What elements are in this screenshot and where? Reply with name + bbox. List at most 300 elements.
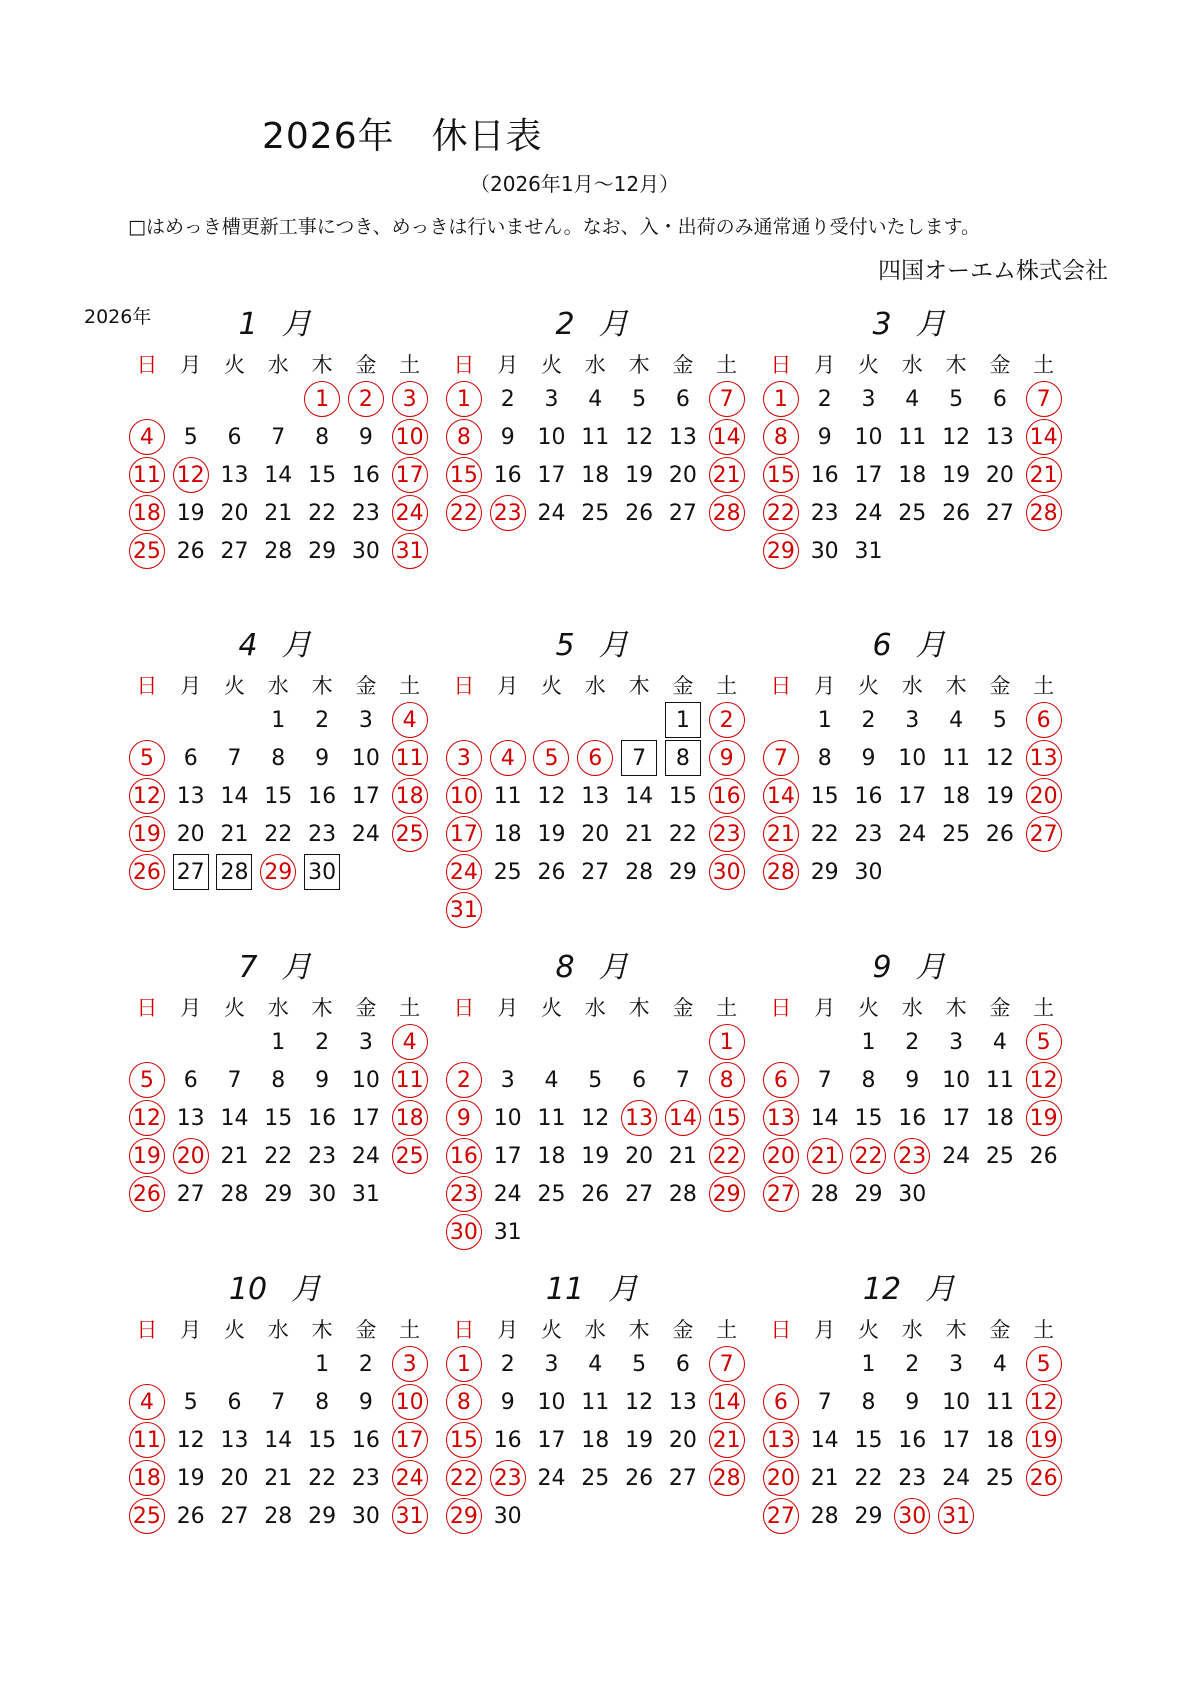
day-cell: 25: [942, 821, 971, 847]
day-cell: 20: [220, 500, 249, 526]
week-row: [442, 1459, 749, 1497]
weekday-label: 日: [770, 674, 792, 698]
day-cell: 23: [351, 1465, 380, 1491]
day-cell: 2: [817, 386, 832, 412]
day-cell: 10: [537, 1389, 566, 1415]
maintenance-day: 8: [661, 739, 705, 777]
week-row: [759, 1345, 1066, 1383]
holiday-day: 5: [1022, 1023, 1066, 1061]
holiday-day: 22: [759, 494, 803, 532]
holiday-day: 30: [890, 1497, 934, 1535]
period-subtitle: （2026年1月～12月）: [470, 172, 680, 196]
empty-cell: [705, 1213, 749, 1251]
month-number: 12: [862, 1272, 902, 1307]
empty-cell: [1022, 1497, 1066, 1535]
day-cell: 28: [220, 1181, 249, 1207]
day-cell: 7: [271, 1389, 286, 1415]
day-cell: 14: [264, 462, 293, 488]
week-row: [125, 815, 432, 853]
day-cell: 10: [942, 1067, 971, 1093]
day-cell: 22: [308, 500, 337, 526]
day-cell: 24: [537, 500, 566, 526]
month-number: 2: [555, 307, 575, 342]
day-cell: 6: [227, 424, 242, 450]
week-row: [759, 701, 1066, 739]
weekday-label: 日: [770, 1318, 792, 1342]
empty-cell: [169, 1345, 213, 1383]
week-row: [125, 1383, 432, 1421]
empty-cell: [705, 891, 749, 929]
day-cell: 20: [625, 1143, 654, 1169]
day-cell: 27: [581, 859, 610, 885]
holiday-day: 2: [344, 380, 388, 418]
holiday-day: 26: [1022, 1459, 1066, 1497]
weekday-label: 月: [814, 1318, 836, 1342]
holiday-day: 30: [442, 1213, 486, 1251]
day-cell: 17: [351, 1105, 380, 1131]
day-cell: 26: [176, 538, 205, 564]
empty-cell: [617, 701, 661, 739]
week-row: [759, 456, 1066, 494]
holiday-day: 30: [705, 853, 749, 891]
weekday-label: 火: [857, 1318, 879, 1342]
week-row: [442, 777, 749, 815]
day-cell: 10: [854, 424, 883, 450]
day-cell: 16: [854, 783, 883, 809]
day-cell: 11: [581, 424, 610, 450]
empty-cell: [125, 1023, 169, 1061]
day-cell: 22: [854, 1465, 883, 1491]
week-row: [442, 853, 749, 891]
holiday-day: 23: [486, 1459, 530, 1497]
weekday-label: 月: [180, 353, 202, 377]
weekday-label: 土: [399, 1318, 421, 1342]
week-row: [442, 1023, 749, 1061]
week-row: [125, 1497, 432, 1535]
holiday-day: 15: [442, 456, 486, 494]
day-cell: 10: [493, 1105, 522, 1131]
day-cell: 26: [1029, 1143, 1058, 1169]
day-cell: 3: [358, 1029, 373, 1055]
holiday-day: 1: [759, 380, 803, 418]
day-cell: 11: [537, 1105, 566, 1131]
day-cell: 6: [183, 1067, 198, 1093]
week-row: [442, 815, 749, 853]
holiday-day: 22: [705, 1137, 749, 1175]
day-cell: 7: [227, 745, 242, 771]
day-cell: 9: [905, 1389, 920, 1415]
day-cell: 13: [176, 1105, 205, 1131]
week-row: [442, 380, 749, 418]
maintenance-day: 27: [169, 853, 213, 891]
day-cell: 26: [625, 500, 654, 526]
day-cell: 24: [351, 821, 380, 847]
weekday-label: 月: [814, 674, 836, 698]
day-cell: 11: [985, 1067, 1014, 1093]
weekday-label: 日: [136, 996, 158, 1020]
month-number: 6: [872, 628, 892, 663]
day-cell: 11: [942, 745, 971, 771]
week-row: [125, 494, 432, 532]
day-cell: 14: [625, 783, 654, 809]
day-cell: 21: [625, 821, 654, 847]
empty-cell: [213, 701, 257, 739]
day-cell: 25: [581, 1465, 610, 1491]
holiday-day: 15: [759, 456, 803, 494]
day-cell: 18: [581, 1427, 610, 1453]
day-cell: 27: [668, 1465, 697, 1491]
holiday-day: 7: [705, 380, 749, 418]
holiday-day: 24: [388, 494, 432, 532]
week-row: [442, 1061, 749, 1099]
day-cell: 14: [810, 1105, 839, 1131]
holiday-day: 10: [388, 1383, 432, 1421]
holiday-day: 20: [759, 1137, 803, 1175]
day-cell: 7: [817, 1067, 832, 1093]
holiday-day: 1: [442, 1345, 486, 1383]
day-cell: 15: [854, 1105, 883, 1131]
weekday-label: 土: [1033, 1318, 1055, 1342]
weekday-label: 水: [267, 353, 289, 377]
week-row: [442, 1213, 749, 1251]
holiday-day: 14: [705, 1383, 749, 1421]
month-title: [125, 626, 425, 666]
holiday-day: 25: [125, 1497, 169, 1535]
month-suffix: 月: [291, 1272, 322, 1307]
holiday-day: 5: [530, 739, 574, 777]
day-cell: 3: [544, 1351, 559, 1377]
day-cell: 21: [810, 1465, 839, 1491]
empty-cell: [213, 1023, 257, 1061]
empty-cell: [890, 532, 934, 570]
empty-cell: [256, 1345, 300, 1383]
day-cell: 22: [668, 821, 697, 847]
day-cell: 17: [942, 1427, 971, 1453]
day-cell: 13: [668, 424, 697, 450]
holiday-day: 11: [125, 1421, 169, 1459]
day-cell: 9: [315, 745, 330, 771]
month-suffix: 月: [598, 950, 629, 985]
day-cell: 23: [351, 500, 380, 526]
month-number: 1: [238, 307, 258, 342]
month-title: [759, 1270, 1059, 1310]
day-cell: 5: [632, 386, 647, 412]
day-cell: 6: [227, 1389, 242, 1415]
month-suffix: 月: [915, 307, 946, 342]
holiday-day: 17: [388, 456, 432, 494]
holiday-day: 4: [388, 1023, 432, 1061]
day-cell: 9: [358, 1389, 373, 1415]
holiday-day: 18: [125, 494, 169, 532]
week-row: [125, 532, 432, 570]
empty-cell: [256, 380, 300, 418]
weekday-label: 土: [1033, 353, 1055, 377]
day-cell: 12: [625, 1389, 654, 1415]
day-cell: 11: [898, 424, 927, 450]
day-cell: 4: [992, 1029, 1007, 1055]
weekday-label: 火: [540, 996, 562, 1020]
day-cell: 16: [810, 462, 839, 488]
empty-cell: [617, 1497, 661, 1535]
day-cell: 13: [581, 783, 610, 809]
day-cell: 3: [949, 1029, 964, 1055]
day-cell: 10: [942, 1389, 971, 1415]
day-cell: 27: [176, 1181, 205, 1207]
holiday-day: 18: [388, 1099, 432, 1137]
weekday-header: [759, 1310, 1066, 1348]
week-row: [442, 1421, 749, 1459]
weekday-label: 土: [716, 996, 738, 1020]
day-cell: 5: [183, 1389, 198, 1415]
week-row: [442, 418, 749, 456]
holiday-day: 19: [125, 815, 169, 853]
holiday-day: 19: [1022, 1099, 1066, 1137]
day-cell: 15: [264, 1105, 293, 1131]
day-cell: 14: [264, 1427, 293, 1453]
week-row: [125, 739, 432, 777]
weekday-label: 金: [989, 996, 1011, 1020]
week-row: [442, 1099, 749, 1137]
weekday-label: 木: [945, 1318, 967, 1342]
empty-cell: [573, 701, 617, 739]
holiday-day: 7: [1022, 380, 1066, 418]
empty-cell: [759, 701, 803, 739]
day-cell: 17: [898, 783, 927, 809]
day-cell: 28: [264, 538, 293, 564]
day-cell: 15: [810, 783, 839, 809]
holiday-day: 19: [125, 1137, 169, 1175]
year-label: 2026年: [84, 306, 152, 328]
empty-cell: [169, 380, 213, 418]
day-cell: 31: [351, 1181, 380, 1207]
day-cell: 15: [308, 1427, 337, 1453]
holiday-day: 21: [803, 1137, 847, 1175]
month-title: [442, 1270, 742, 1310]
week-row: [125, 1099, 432, 1137]
weekday-label: 水: [901, 353, 923, 377]
holiday-day: 9: [705, 739, 749, 777]
day-cell: 19: [176, 500, 205, 526]
day-cell: 16: [493, 1427, 522, 1453]
weekday-label: 土: [716, 674, 738, 698]
weekday-label: 水: [267, 1318, 289, 1342]
day-cell: 2: [861, 707, 876, 733]
day-cell: 6: [675, 1351, 690, 1377]
day-cell: 25: [581, 500, 610, 526]
empty-cell: [573, 1023, 617, 1061]
weekday-label: 金: [355, 996, 377, 1020]
week-row: [759, 1175, 1066, 1213]
holiday-day: 12: [125, 1099, 169, 1137]
weekday-label: 火: [857, 674, 879, 698]
weekday-header: [125, 345, 432, 383]
month-title: [125, 948, 425, 988]
week-row: [442, 1345, 749, 1383]
day-cell: 12: [176, 1427, 205, 1453]
holiday-day: 27: [759, 1497, 803, 1535]
holiday-day: 31: [934, 1497, 978, 1535]
empty-cell: [759, 1345, 803, 1383]
holiday-day: 4: [125, 418, 169, 456]
weekday-label: 水: [584, 996, 606, 1020]
day-cell: 7: [271, 424, 286, 450]
weekday-label: 金: [672, 996, 694, 1020]
holiday-day: 28: [705, 1459, 749, 1497]
weekday-label: 金: [989, 674, 1011, 698]
day-cell: 28: [668, 1181, 697, 1207]
day-cell: 24: [942, 1143, 971, 1169]
day-cell: 2: [315, 1029, 330, 1055]
day-cell: 9: [315, 1067, 330, 1093]
day-cell: 4: [544, 1067, 559, 1093]
weekday-label: 木: [628, 353, 650, 377]
day-cell: 24: [854, 500, 883, 526]
day-cell: 24: [351, 1143, 380, 1169]
weekday-header: [125, 1310, 432, 1348]
month-suffix: 月: [925, 1272, 956, 1307]
empty-cell: [573, 891, 617, 929]
day-cell: 28: [264, 1503, 293, 1529]
week-row: [759, 1383, 1066, 1421]
day-cell: 27: [220, 538, 249, 564]
day-cell: 31: [493, 1219, 522, 1245]
week-row: [125, 456, 432, 494]
empty-cell: [125, 380, 169, 418]
empty-cell: [530, 1023, 574, 1061]
week-row: [442, 1383, 749, 1421]
week-row: [759, 1497, 1066, 1535]
holiday-day: 3: [388, 380, 432, 418]
holiday-day: 11: [388, 739, 432, 777]
empty-cell: [803, 1023, 847, 1061]
holiday-day: 27: [759, 1175, 803, 1213]
holiday-day: 24: [388, 1459, 432, 1497]
weekday-header: [442, 345, 749, 383]
weekday-label: 日: [136, 674, 158, 698]
holiday-day: 23: [890, 1137, 934, 1175]
empty-cell: [573, 1213, 617, 1251]
day-cell: 30: [810, 538, 839, 564]
day-cell: 20: [581, 821, 610, 847]
day-cell: 29: [810, 859, 839, 885]
day-cell: 16: [351, 1427, 380, 1453]
weekday-label: 月: [497, 674, 519, 698]
week-row: [759, 1137, 1066, 1175]
day-cell: 21: [668, 1143, 697, 1169]
day-cell: 10: [537, 424, 566, 450]
weekday-label: 火: [223, 674, 245, 698]
day-cell: 18: [581, 462, 610, 488]
holiday-day: 20: [1022, 777, 1066, 815]
day-cell: 3: [544, 386, 559, 412]
day-cell: 18: [985, 1427, 1014, 1453]
day-cell: 5: [949, 386, 964, 412]
month-suffix: 月: [915, 628, 946, 663]
weekday-header: [442, 988, 749, 1026]
week-row: [759, 1023, 1066, 1061]
weekday-label: 金: [672, 1318, 694, 1342]
day-cell: 17: [493, 1143, 522, 1169]
day-cell: 28: [810, 1503, 839, 1529]
weekday-label: 月: [497, 1318, 519, 1342]
week-row: [759, 1459, 1066, 1497]
week-row: [125, 1061, 432, 1099]
holiday-day: 4: [125, 1383, 169, 1421]
day-cell: 20: [220, 1465, 249, 1491]
day-cell: 27: [985, 500, 1014, 526]
day-cell: 14: [220, 1105, 249, 1131]
holiday-day: 22: [442, 1459, 486, 1497]
holiday-day: 14: [661, 1099, 705, 1137]
weekday-header: [125, 666, 432, 704]
company-name: 四国オーエム株式会社: [878, 258, 1108, 284]
weekday-label: 火: [223, 353, 245, 377]
holiday-day: 21: [705, 456, 749, 494]
day-cell: 17: [537, 462, 566, 488]
week-row: [442, 891, 749, 929]
week-row: [759, 815, 1066, 853]
holiday-day: 29: [442, 1497, 486, 1535]
day-cell: 1: [315, 1351, 330, 1377]
holiday-day: 23: [705, 815, 749, 853]
day-cell: 10: [898, 745, 927, 771]
day-cell: 3: [861, 386, 876, 412]
day-cell: 11: [493, 783, 522, 809]
weekday-label: 木: [311, 674, 333, 698]
weekday-label: 土: [1033, 996, 1055, 1020]
empty-cell: [934, 532, 978, 570]
day-cell: 12: [625, 424, 654, 450]
day-cell: 16: [308, 1105, 337, 1131]
holiday-day: 11: [125, 456, 169, 494]
weekday-label: 木: [628, 1318, 650, 1342]
empty-cell: [530, 1213, 574, 1251]
day-cell: 28: [625, 859, 654, 885]
empty-cell: [890, 853, 934, 891]
weekday-label: 月: [814, 996, 836, 1020]
holiday-day: 31: [388, 532, 432, 570]
week-row: [442, 456, 749, 494]
weekday-label: 月: [814, 353, 836, 377]
day-cell: 3: [949, 1351, 964, 1377]
weekday-label: 土: [1033, 674, 1055, 698]
day-cell: 5: [588, 1067, 603, 1093]
weekday-label: 火: [857, 996, 879, 1020]
holiday-day: 26: [125, 1175, 169, 1213]
weekday-header: [442, 666, 749, 704]
week-row: [759, 1421, 1066, 1459]
day-cell: 19: [537, 821, 566, 847]
day-cell: 5: [992, 707, 1007, 733]
holiday-day: 21: [705, 1421, 749, 1459]
day-cell: 16: [308, 783, 337, 809]
empty-cell: [705, 1497, 749, 1535]
empty-cell: [661, 1213, 705, 1251]
day-cell: 20: [668, 1427, 697, 1453]
holiday-day: 21: [759, 815, 803, 853]
holiday-day: 10: [442, 777, 486, 815]
weekday-label: 水: [901, 674, 923, 698]
weekday-header: [759, 666, 1066, 704]
holiday-day: 14: [1022, 418, 1066, 456]
holiday-day: 13: [759, 1421, 803, 1459]
empty-cell: [978, 532, 1022, 570]
empty-cell: [617, 891, 661, 929]
weekday-label: 金: [355, 353, 377, 377]
weekday-label: 日: [136, 353, 158, 377]
holiday-day: 25: [388, 815, 432, 853]
day-cell: 12: [537, 783, 566, 809]
